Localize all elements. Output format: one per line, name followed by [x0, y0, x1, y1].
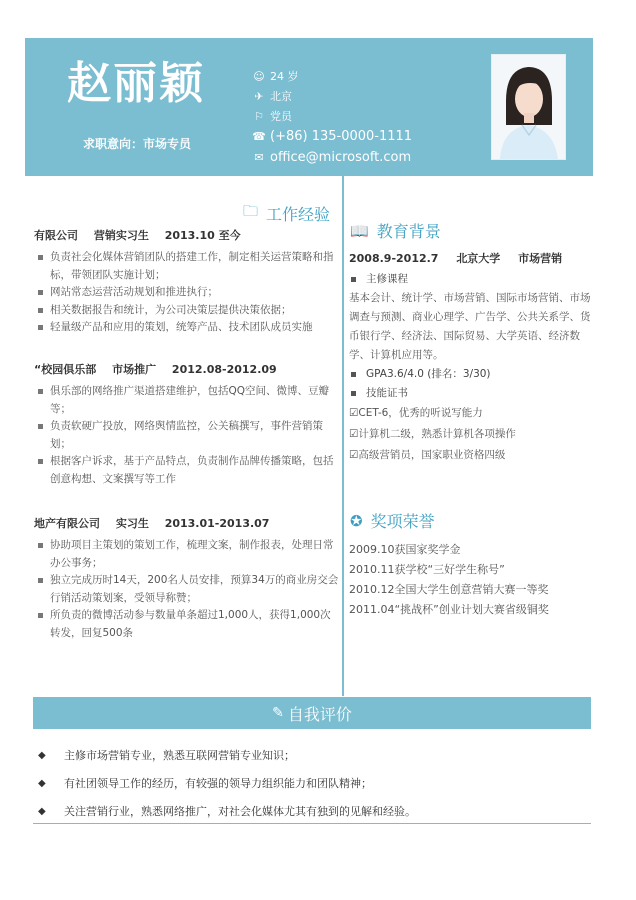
candidate-name: 赵丽颖	[67, 58, 205, 109]
awards-title-text: 奖项荣誉	[370, 512, 435, 531]
job-3-duties	[34, 537, 339, 643]
job-intent: 求职意向：市场专员	[83, 137, 192, 151]
work-section-title	[243, 201, 330, 226]
cert-item: ☑计算机二级，熟悉计算机各项操作	[349, 428, 516, 440]
job-2-role: 市场推广	[112, 363, 157, 376]
award-item: 2010.12全国大学生创意营销大赛一等奖	[349, 583, 549, 596]
education-major: 市场营销	[518, 252, 563, 265]
education-school: 北京大学	[456, 252, 501, 265]
cert-item: ☑高级营销员，国家职业资格四级	[349, 449, 506, 461]
list-item	[38, 769, 588, 797]
list-item: 所负责的微博活动参与数量单条超过1,000人，获得1,000次转发，回复500条	[34, 607, 339, 642]
list-item: 独立完成历时14天，200名人员安排，预算34万的商业房交会行销活动策划案，受领导称赞；	[34, 572, 339, 607]
self-item-text: 有社团领导工作的经历，有较强的领导力组织能力和团队精神；	[64, 777, 372, 790]
book-icon: 📖	[350, 221, 369, 240]
education-section-title	[350, 219, 441, 242]
education-block	[349, 250, 594, 466]
job-2-period: 2012.08-2012.09	[171, 363, 277, 376]
phone-icon: ☎	[252, 130, 266, 143]
certs-label: 技能证书	[366, 387, 408, 399]
self-item-text: 关注营销行业，熟悉网络推广，对社会化媒体尤其有独到的见解和经验。	[64, 805, 416, 818]
award-item: 2009.10获国家奖学金	[349, 543, 461, 556]
contact-email	[251, 147, 412, 168]
list-item: 负责社会化媒体营销团队的搭建工作，制定相关运营策略和指标，带领团队实施计划；	[34, 249, 339, 284]
column-divider	[342, 176, 344, 696]
job-1-duties	[34, 249, 339, 337]
mail-icon: ✉	[254, 151, 264, 164]
list-item: 根据客户诉求，基于产品特点，负责制作品牌传播策略，包括创意构想、文案撰写等工作	[34, 453, 339, 488]
certs-label-row	[349, 384, 594, 403]
list-item: 协助项目主策划的策划工作，梳理文案，制作报表，处理日常办公事务；	[34, 537, 339, 572]
square-bullet-icon	[351, 391, 356, 396]
job-2-header	[34, 361, 339, 377]
job-2-duties	[34, 383, 339, 489]
award-item: 2010.11获学校“三好学生称号”	[349, 563, 505, 576]
list-item: 相关数据报告和统计，为公司决策层提供决策依据；	[34, 302, 339, 320]
awards-list	[349, 540, 594, 620]
work-title-text: 工作经验	[266, 205, 331, 224]
list-item	[38, 797, 588, 825]
job-2-company: “校园俱乐部	[34, 363, 97, 376]
education-period: 2008.9-2012.7	[349, 252, 439, 265]
diamond-bullet-icon: ◆	[38, 749, 46, 761]
list-item: 俱乐部的网络推广渠道搭建维护，包括QQ空间、微博、豆瓣等；	[34, 383, 339, 418]
self-item-text: 主修市场营销专业，熟悉互联网营销专业知识；	[64, 749, 295, 762]
list-item: 负责软硬广投放，网络舆情监控，公关稿撰写，事件营销策划；	[34, 418, 339, 453]
self-title-text: 自我评价	[287, 704, 352, 724]
profile-photo	[491, 54, 566, 160]
self-evaluation-bar	[33, 697, 591, 729]
flag-icon: ⚐	[254, 109, 264, 123]
politics-text: 党员	[270, 110, 292, 123]
age-text: 24 岁	[270, 70, 299, 83]
job-1-company: 有限公司	[34, 229, 78, 242]
job-3-period: 2013.01-2013.07	[164, 517, 270, 530]
contact-politics	[251, 106, 412, 126]
phone-text: (+86) 135-0000-1111	[270, 129, 413, 144]
job-1	[34, 227, 339, 337]
self-evaluation-list	[38, 741, 588, 825]
contact-city	[251, 86, 412, 106]
contact-info	[251, 66, 412, 168]
job-1-header	[34, 227, 339, 243]
city-text: 北京	[270, 90, 292, 103]
job-3-role: 实习生	[115, 517, 149, 530]
courses-label-row	[349, 270, 594, 289]
contact-age	[251, 66, 412, 86]
education-header	[349, 250, 594, 266]
contact-phone	[251, 126, 412, 147]
pencil-icon: ✎	[272, 705, 284, 721]
gpa-text: GPA3.6/4.0 (排名：3/30)	[366, 368, 491, 380]
education-title-text: 教育背景	[376, 222, 441, 241]
portrait-illustration	[492, 55, 565, 159]
list-item: 网站常态运营活动规划和推进执行；	[34, 284, 339, 302]
diamond-bullet-icon: ◆	[38, 805, 46, 817]
email-text: office@microsoft.com	[270, 150, 412, 165]
job-3-company: 地产有限公司	[34, 517, 100, 530]
star-icon: ✪	[350, 511, 363, 530]
folder-icon: 🗀	[243, 202, 259, 220]
job-1-period: 2013.10 至今	[164, 229, 241, 242]
plane-icon: ✈	[254, 89, 264, 103]
job-2	[34, 361, 339, 489]
diamond-bullet-icon: ◆	[38, 777, 46, 789]
gpa-row	[349, 365, 594, 384]
job-1-role: 营销实习生	[93, 229, 149, 242]
courses-text: 基本会计、统计学、市场营销、国际市场营销、市场调查与预测、商业心理学、广告学、公共关系学、货币银行学、经济法、国际贸易、大学英语、经济数学、计算机应用等。	[349, 292, 591, 361]
cert-item: ☑CET-6，优秀的听说写能力	[349, 407, 483, 419]
list-item	[38, 741, 588, 769]
square-bullet-icon	[351, 372, 356, 377]
smile-icon: ☺	[253, 69, 265, 83]
square-bullet-icon	[351, 277, 356, 282]
job-3	[34, 515, 339, 643]
list-item: 轻量级产品和应用的策划，统筹产品、技术团队成员实施	[34, 319, 339, 337]
courses-label: 主修课程	[366, 273, 408, 285]
award-item: 2011.04“挑战杯”创业计划大赛省级铜奖	[349, 603, 549, 616]
job-3-header	[34, 515, 339, 531]
awards-section-title	[350, 509, 435, 532]
header-banner	[25, 38, 593, 176]
bottom-divider	[33, 823, 591, 824]
